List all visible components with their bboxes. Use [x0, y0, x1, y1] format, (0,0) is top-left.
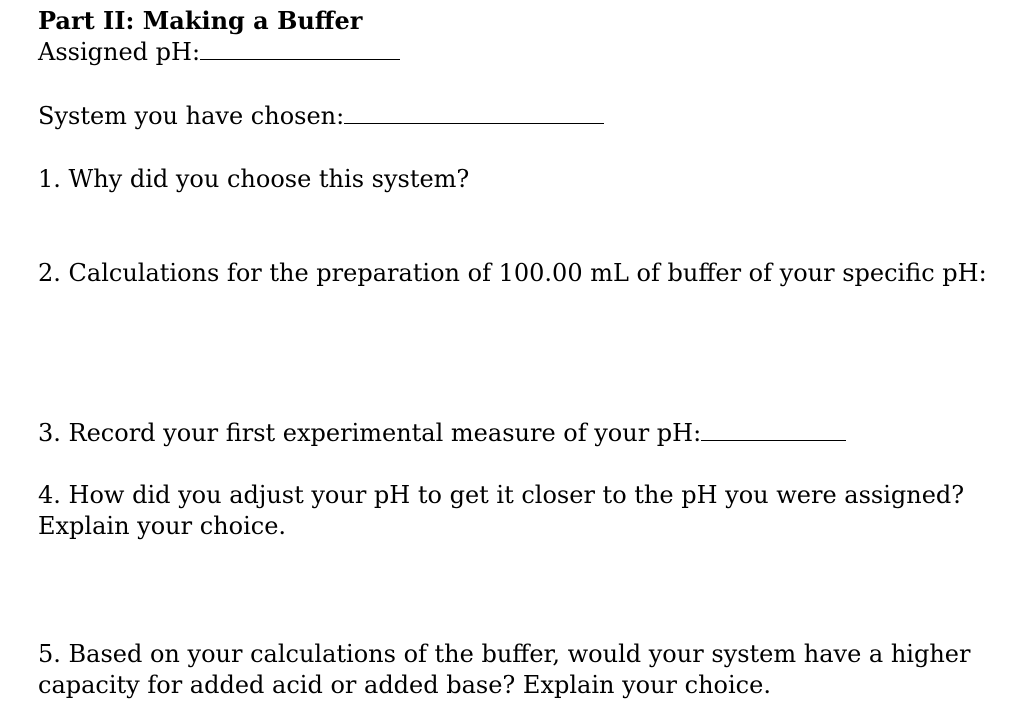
assigned-ph-field [38, 37, 400, 68]
question-1: 1. Why did you choose this system? [38, 165, 470, 193]
question-3-label: 3. Record your first experimental measure of your pH: [38, 419, 702, 447]
question-2: 2. Calculations for the preparation of 100.00 mL of buffer of your specific pH: [38, 259, 987, 287]
system-label: System you have chosen: [38, 102, 345, 130]
system-field [38, 101, 604, 132]
section-title: Part II: Making a Buffer [38, 6, 363, 35]
question-4: 4. How did you adjust your pH to get it closer to the pH you were assigned? Explain your choice. [38, 481, 965, 540]
assigned-ph-blank[interactable] [200, 37, 400, 60]
question-3 [38, 418, 846, 449]
question-5: 5. Based on your calculations of the buffer, would your system have a higher capacity for added acid or added base? Explain your choice. [38, 640, 971, 699]
assigned-ph-label: Assigned pH: [38, 38, 201, 66]
first-ph-measure-blank[interactable] [701, 418, 846, 441]
system-blank[interactable] [344, 101, 604, 124]
